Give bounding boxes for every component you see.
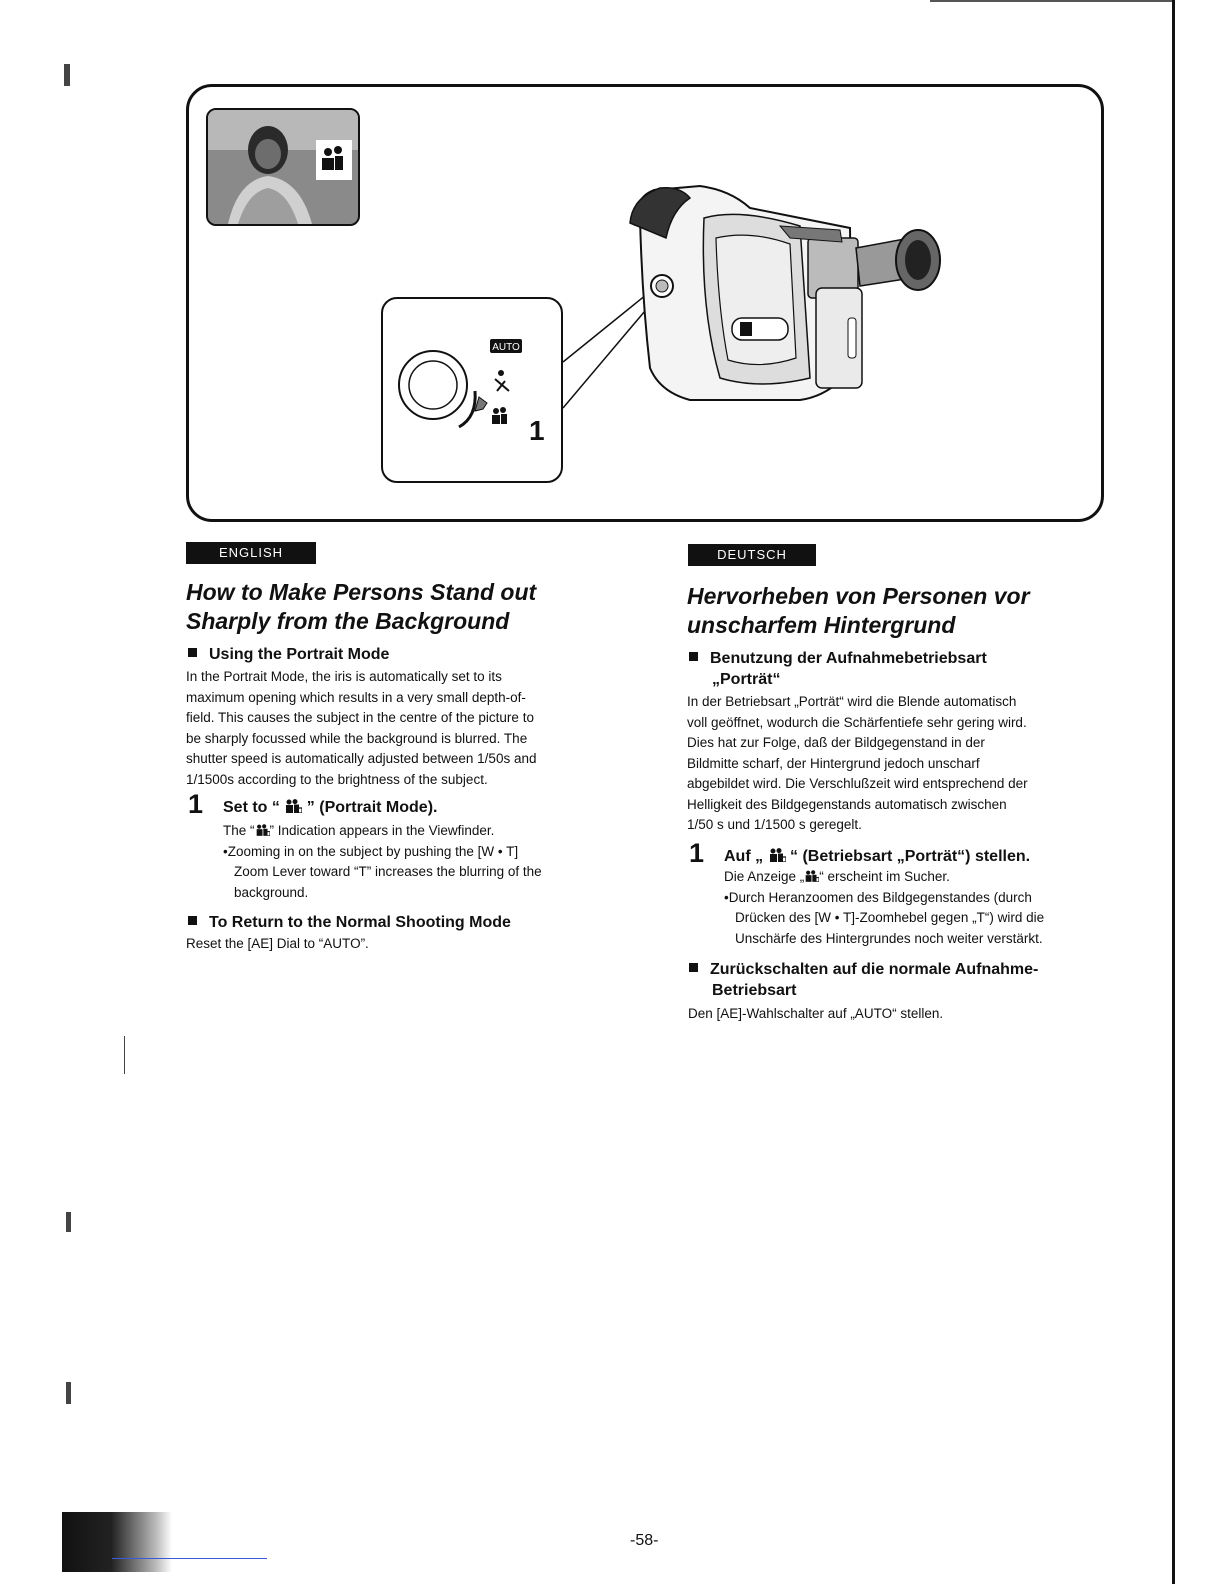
deutsch-title-line1: Hervorheben von Personen vor [687,583,1030,609]
text-line: background. [234,884,309,900]
deutsch-section-return-heading [689,960,1038,980]
deutsch-section1-heading-text: Benutzung der Aufnahmebetriebsart [710,650,987,667]
deutsch-step-number: 1 [689,838,705,868]
scan-speck [66,1382,71,1404]
camcorder-illustration [620,178,950,408]
english-section1-heading-text: Using the Portrait Mode [209,646,390,663]
deutsch-return-description: Den [AE]-Wahlschalter auf „AUTO“ stellen. [688,1006,944,1021]
text-line: 1/1500s according to the brightness of the subject. [186,771,488,787]
bullet-square-icon [689,652,698,661]
text-line: •Zooming in on the subject by pushing the [W • T] [223,843,519,859]
svg-text:AUTO: AUTO [492,342,520,353]
sports-mode-icon [495,370,509,391]
bullet-square-icon [188,648,197,657]
portrait-mode-icon [492,407,507,424]
text-fragment: Die Anzeige „ [724,869,805,884]
text-line: Helligkeit des Bildgegenstands automatisch zwischen [687,796,1007,812]
scan-speck [124,1036,125,1074]
ae-dial-illustration [383,299,563,483]
deutsch-step-details [724,867,1124,949]
scan-speck [66,1212,71,1232]
text-fragment: ” Indication appears in the Viewfinder. [269,823,495,838]
deutsch-step-heading [724,847,1030,867]
english-title-line2: Sharply from the Background [186,608,510,634]
deutsch-step-indication-line [724,867,1124,888]
text-line: field. This causes the subject in the centre of the picture to [186,710,534,725]
text-line: Dies hat zur Folge, daß der Bildgegenstand in der [687,735,985,750]
english-step-details [223,821,623,903]
deutsch-section1-heading-line2: „Porträt“ [712,671,781,688]
english-language-tag: ENGLISH [186,542,316,564]
deutsch-portrait-description [687,692,1127,836]
english-step-number: 1 [188,789,204,819]
portrait-mode-icon [768,848,786,862]
english-section-return-heading [188,913,511,933]
english-step-indication-line [223,821,623,842]
page-number: -58- [630,1532,659,1549]
step-heading-pre: Set to “ [223,799,280,816]
scan-corner-blot [62,1512,172,1572]
step-heading-pre: Auf „ [724,848,764,865]
english-step-heading [223,798,437,818]
text-line: be sharply focussed while the background is blurred. The [186,730,528,746]
deutsch-language-tag: DEUTSCH [688,544,816,566]
portrait-mode-icon [804,870,819,882]
portrait-mode-icon [255,824,270,836]
deutsch-title-line2: unscharfem Hintergrund [687,612,956,638]
deutsch-section2-heading-line2: Betriebsart [712,982,797,999]
english-title-line1: How to Make Persons Stand out [186,579,537,605]
portrait-photo-illustration [208,110,358,224]
text-fragment: “ erscheint im Sucher. [819,869,950,884]
scan-right-border [1172,0,1175,1584]
bullet-square-icon [689,963,698,972]
portrait-mode-icon [284,799,302,813]
text-line: Unschärfe des Hintergrundes noch weiter verstärkt. [735,930,1043,946]
english-portrait-description [186,667,626,790]
text-line: Zoom Lever toward “T” increases the blurring of the [234,864,542,879]
viewfinder-photo [206,108,360,226]
text-line: voll geöffnet, wodurch die Schärfentiefe sehr gering wird. [687,714,1027,730]
ae-dial-inset [381,297,563,483]
scan-top-rule [930,0,1175,2]
text-line: 1/50 s und 1/1500 s geregelt. [687,817,862,832]
deutsch-section2-heading-text: Zurückschalten auf die normale Aufnahme- [710,961,1039,978]
english-return-description: Reset the [AE] Dial to “AUTO”. [186,936,369,951]
text-line: abgebildet wird. Die Verschlußzeit wird entsprechend der [687,776,1028,791]
deutsch-section-portrait-heading [689,649,987,669]
english-section-portrait-heading [188,645,389,665]
scan-speck [64,64,70,86]
text-fragment: The “ [223,823,255,838]
step-heading-post: ” (Portrait Mode). [306,799,438,816]
bullet-square-icon [188,916,197,925]
text-line: shutter speed is automatically adjusted between 1/50s and [186,751,537,766]
text-line: In the Portrait Mode, the iris is automatically set to its [186,669,502,684]
text-line: maximum opening which results in a very small depth-of- [186,689,526,705]
text-line: In der Betriebsart „Porträt“ wird die Blende automatisch [687,694,1017,709]
text-line: Bildmitte scharf, der Hintergrund jedoch unscharf [687,755,980,771]
dial-step-number: 1 [529,415,545,446]
step-heading-post: “ (Betriebsart „Porträt“) stellen. [790,848,1031,865]
english-section2-heading-text: To Return to the Normal Shooting Mode [209,914,511,931]
text-line: •Durch Heranzoomen des Bildgegenstandes (durch [724,889,1032,905]
text-line: Drücken des [W • T]-Zoomhebel gegen „T“) wird die [735,910,1045,925]
scan-blue-line [112,1558,267,1559]
